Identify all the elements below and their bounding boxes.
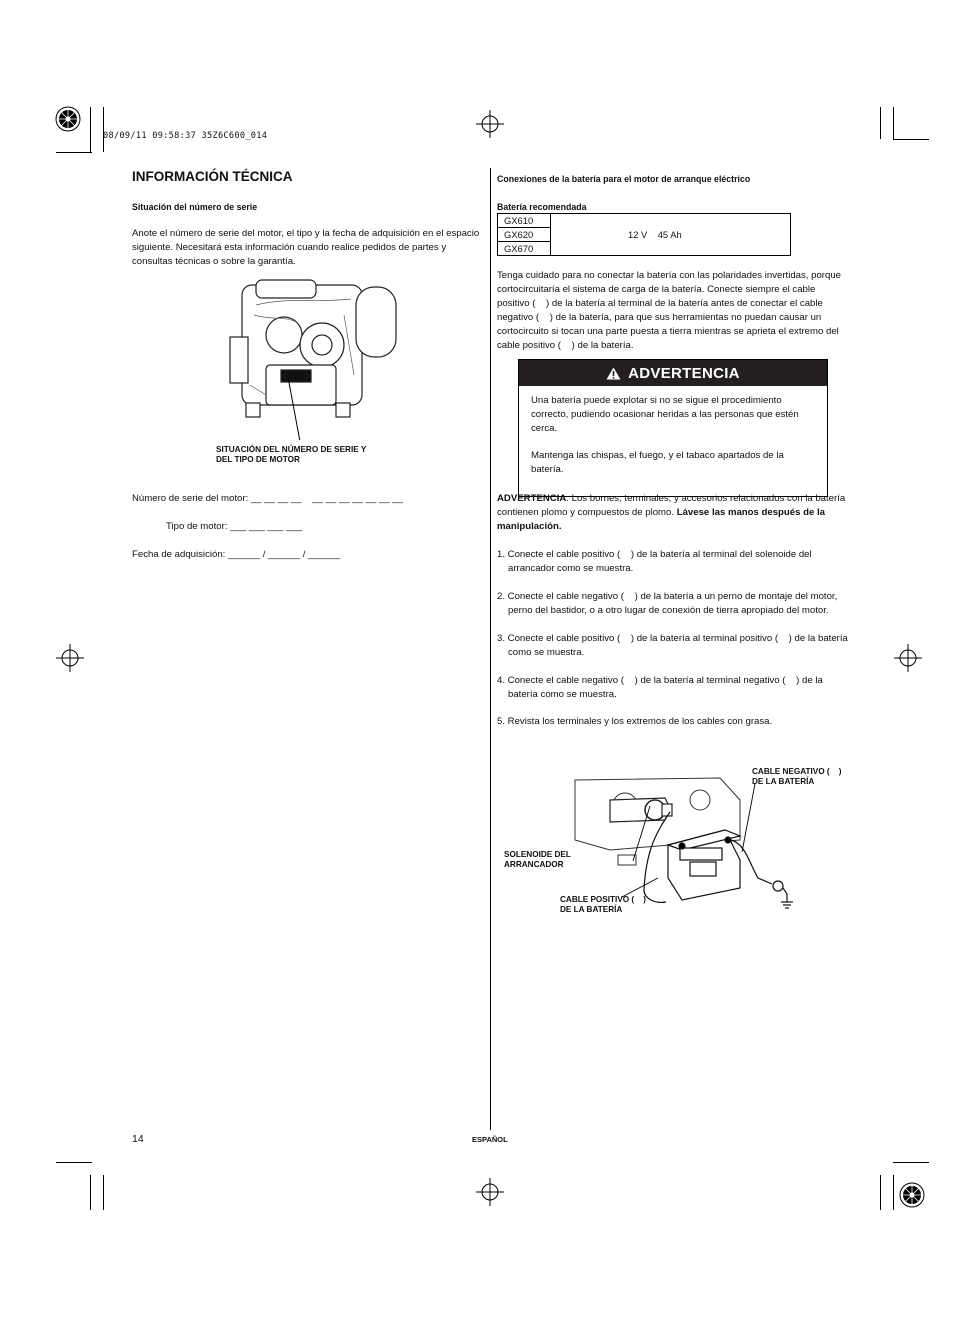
battery-model-cell: GX670 <box>498 242 551 256</box>
list-item: 5. Revista los terminales y los extremos de los cables con grasa. <box>497 716 773 727</box>
warning-triangle-icon <box>606 367 621 380</box>
warning-title: ADVERTENCIA <box>628 364 740 382</box>
column-divider <box>490 168 491 1130</box>
warning-paragraph: Mantenga las chispas, el fuego, y el tabaco apartados de la batería. <box>531 450 784 475</box>
engine-type-blanks[interactable]: ___ ___ ___ ___ <box>230 521 303 532</box>
figure-caption-serial: SITUACIÓN DEL NÚMERO DE SERIE Y DEL TIPO DE MOTOR <box>216 445 367 464</box>
page-number: 14 <box>132 1133 144 1145</box>
purchase-date-field[interactable]: Fecha de adquisición: ______ / ______ / ______ <box>132 549 341 560</box>
print-stamp: 08/09/11 09:58:37 35Z6C600_014 <box>103 131 268 141</box>
warning-header <box>519 360 827 386</box>
label-negative-cable: CABLE NEGATIVO ( ) DE LA BATERÍA <box>752 767 842 786</box>
battery-spec-cell: 12 V 45 Ah <box>551 214 791 256</box>
serial-intro: Anote el número de serie del motor, el tipo y la fecha de adquisición en el espacio siguiente. Necesitará esta información cuando realice pedidos de partes y consultas técnicas o sobre la garantía. <box>132 228 480 267</box>
recommended-battery-heading: Batería recomendada <box>497 202 587 212</box>
battery-table <box>497 213 791 256</box>
list-item: 1. Conecte el cable positivo ( ) de la batería al terminal del solenoide del arrancador como se muestra. <box>497 549 815 574</box>
polarity-caution: Tenga cuidado para no conectar la batería con las polaridades invertidas, porque cortocircuitaría el sistema de carga de la batería. Conecte siempre el cable positivo ( ) de la batería al terminal de la batería antes de conectar el cable negativo ( ) de la batería, para que sus herramientas no puedan causar un cortocircuito si tocan una parte puesta a tierra mientras se aprieta el extremo del cable positivo ( ) de la batería. <box>497 270 844 351</box>
battery-model-cell: GX610 <box>498 214 551 228</box>
serial-heading: Situación del número de serie <box>132 202 258 212</box>
battery-wiring-illustration <box>570 770 810 910</box>
list-item: 2. Conecte el cable negativo ( ) de la batería a un perno de montaje del motor, perno del bastidor, o a otro lugar de conexión de tierra apropiado del motor. <box>497 591 840 616</box>
battery-connections-heading: Conexiones de la batería para el motor de arranque eléctrico <box>497 174 751 184</box>
purchase-date-blanks[interactable]: ______ / ______ / ______ <box>228 549 341 560</box>
list-item: 4. Conecte el cable negativo ( ) de la batería al terminal negativo ( ) de la batería como se muestra. <box>497 675 826 700</box>
battery-model-cell: GX620 <box>498 228 551 242</box>
serial-number-blanks[interactable]: __ __ __ __ __ __ __ __ __ __ __ <box>250 493 403 504</box>
engine-type-field[interactable]: Tipo de motor: ___ ___ ___ ___ <box>166 521 303 532</box>
label-starter-solenoid: SOLENOIDE DEL ARRANCADOR <box>504 850 571 869</box>
warning-box <box>518 359 828 497</box>
section-title: INFORMACIÓN TÉCNICA <box>132 169 293 184</box>
connection-steps <box>497 548 853 743</box>
lead-advisory: ADVERTENCIA: Los bornes, terminales, y accesorios relacionados con la batería contienen plomo y compuestos de plomo. Lávese las manos después de la manipulación. <box>497 493 846 532</box>
label-positive-cable: CABLE POSITIVO ( ) DE LA BATERÍA <box>560 895 646 914</box>
warning-paragraph: Una batería puede explotar si no se sigue el procedimiento correcto, pudiendo ocasionar heridas a las personas que estén cerca. <box>531 395 799 434</box>
serial-number-field[interactable]: Número de serie del motor: __ __ __ __ __ __ __ __ __ __ __ <box>132 493 403 504</box>
engine-serial-illustration <box>226 275 406 440</box>
warning-body <box>519 386 827 496</box>
list-item: 3. Conecte el cable positivo ( ) de la batería al terminal positivo ( ) de la batería como se muestra. <box>497 633 851 658</box>
language-label: ESPAÑOL <box>472 1135 508 1144</box>
starburst-target-icon <box>900 1183 924 1207</box>
starburst-target-icon <box>56 107 80 131</box>
